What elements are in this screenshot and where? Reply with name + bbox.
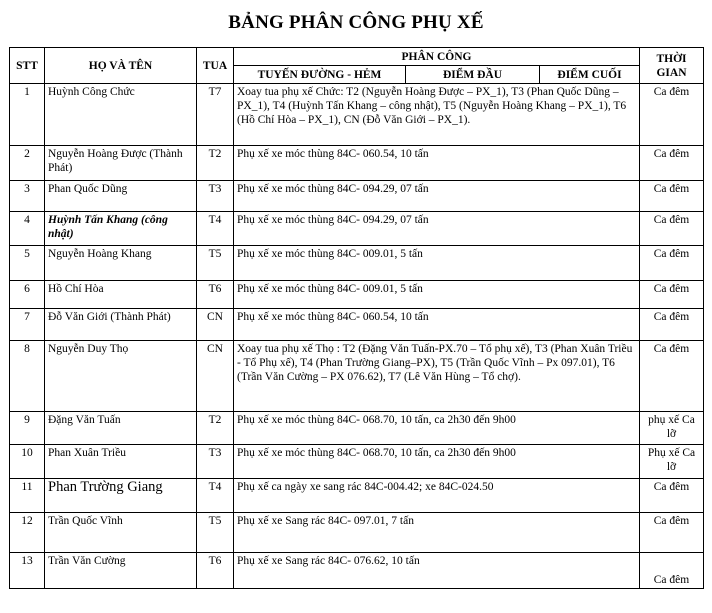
cell-name: Hồ Chí Hòa [45,281,197,309]
cell-task: Phụ xế xe Sang rác 84C- 076.62, 10 tấn [234,553,640,589]
cell-tua: T6 [197,553,234,589]
cell-task: Phụ xế xe Sang rác 84C- 097.01, 7 tấn [234,513,640,553]
header-name: HỌ VÀ TÊN [45,48,197,84]
cell-time: Phụ xế Ca lỡ [640,445,704,479]
cell-name: Phan Trường Giang [45,479,197,513]
header-time: THỜI GIAN [640,48,704,84]
cell-time: Ca đêm [640,84,704,146]
header-route: TUYẾN ĐƯỜNG - HẺM [234,66,406,84]
cell-name: Trần Quốc Vĩnh [45,513,197,553]
cell-stt: 12 [10,513,45,553]
cell-task: Phụ xế xe móc thùng 84C- 009.01, 5 tấn [234,246,640,281]
cell-name: Nguyễn Hoàng Được (Thành Phát) [45,146,197,181]
cell-name: Huỳnh Công Chức [45,84,197,146]
cell-stt: 13 [10,553,45,589]
table-row [10,412,704,445]
cell-task: Phụ xế xe móc thùng 84C- 094.29, 07 tấn [234,212,640,246]
cell-tua: CN [197,341,234,412]
cell-stt: 5 [10,246,45,281]
cell-name: Phan Xuân Triều [45,445,197,479]
cell-stt: 4 [10,212,45,246]
table-row [10,479,704,513]
cell-time: phụ xế Ca lỡ [640,412,704,445]
cell-tua: T7 [197,84,234,146]
cell-name: Đặng Văn Tuấn [45,412,197,445]
cell-name: Trần Văn Cường [45,553,197,589]
assignment-table [9,47,704,589]
table-row [10,181,704,212]
cell-stt: 7 [10,309,45,341]
page-title: BẢNG PHÂN CÔNG PHỤ XẾ [228,12,484,33]
header-stt: STT [10,48,45,84]
cell-stt: 8 [10,341,45,412]
cell-time: Ca đêm [640,212,704,246]
cell-stt: 10 [10,445,45,479]
cell-time: Ca đêm [640,341,704,412]
cell-stt: 9 [10,412,45,445]
cell-tua: T5 [197,513,234,553]
cell-name: Phan Quốc Dũng [45,181,197,212]
table-row [10,246,704,281]
cell-tua: T3 [197,181,234,212]
cell-time: Ca đêm [640,146,704,181]
cell-tua: T2 [197,146,234,181]
cell-tua: T5 [197,246,234,281]
cell-stt: 3 [10,181,45,212]
cell-time: Ca đêm [640,513,704,553]
table-row [10,309,704,341]
header-tua: TUA [197,48,234,84]
cell-task: Phụ xế xe móc thùng 84C- 068.70, 10 tấn, ca 2h30 đến 9h00 [234,412,640,445]
table-row [10,281,704,309]
cell-time: Ca đêm [640,246,704,281]
cell-tua: T2 [197,412,234,445]
header-phan-cong: PHÂN CÔNG [234,48,640,66]
cell-task: Phụ xế ca ngày xe sang rác 84C-004.42; xe 84C-024.50 [234,479,640,513]
cell-task: Phụ xế xe móc thùng 84C- 009.01, 5 tấn [234,281,640,309]
table-row [10,553,704,589]
cell-task: Phụ xế xe móc thùng 84C- 060.54, 10 tấn [234,146,640,181]
cell-task: Phụ xế xe móc thùng 84C- 094.29, 07 tấn [234,181,640,212]
cell-time: Ca đêm [640,553,704,589]
cell-time: Ca đêm [640,181,704,212]
cell-time: Ca đêm [640,281,704,309]
cell-time: Ca đêm [640,309,704,341]
table-row [10,146,704,181]
table-row [10,212,704,246]
cell-task: Xoay tua phụ xế Thọ : T2 (Đặng Văn Tuấn-PX.70 – Tổ phụ xế), T3 (Phan Xuân Triều - Tổ Phụ xế), T4 (Phan Trường Giang–PX), T5 (Trần Quốc Vĩnh – Px 097.01), T6 (Trần Văn Cường – PX 076.62), T7 (Lê Văn Hùng – Tổ chợ). [234,341,640,412]
cell-tua: T6 [197,281,234,309]
cell-tua: T4 [197,212,234,246]
table-row [10,513,704,553]
cell-task: Phụ xế xe móc thùng 84C- 060.54, 10 tấn [234,309,640,341]
cell-task: Xoay tua phụ xế Chức: T2 (Nguyễn Hoàng Được – PX_1), T3 (Phan Quốc Dũng – PX_1), T4 (Huỳnh Tấn Khang – công nhật), T5 (Nguyễn Hoàng Khang – PX_1), T6 (Hồ Chí Hòa – PX_1), CN (Đỗ Văn Giới – PX_1). [234,84,640,146]
cell-name: Nguyễn Hoàng Khang [45,246,197,281]
cell-stt: 1 [10,84,45,146]
table-row [10,341,704,412]
cell-tua: T4 [197,479,234,513]
header-end: ĐIỂM CUỐI [540,66,640,84]
cell-stt: 6 [10,281,45,309]
cell-tua: CN [197,309,234,341]
cell-name: Đỗ Văn Giới (Thành Phát) [45,309,197,341]
cell-stt: 11 [10,479,45,513]
table-row [10,84,704,146]
cell-name: Huỳnh Tấn Khang (công nhật) [45,212,197,246]
cell-stt: 2 [10,146,45,181]
header-start: ĐIỂM ĐẦU [406,66,540,84]
table-row [10,445,704,479]
cell-tua: T3 [197,445,234,479]
cell-time: Ca đêm [640,479,704,513]
cell-task: Phụ xế xe móc thùng 84C- 068.70, 10 tấn, ca 2h30 đến 9h00 [234,445,640,479]
cell-name: Nguyễn Duy Thọ [45,341,197,412]
